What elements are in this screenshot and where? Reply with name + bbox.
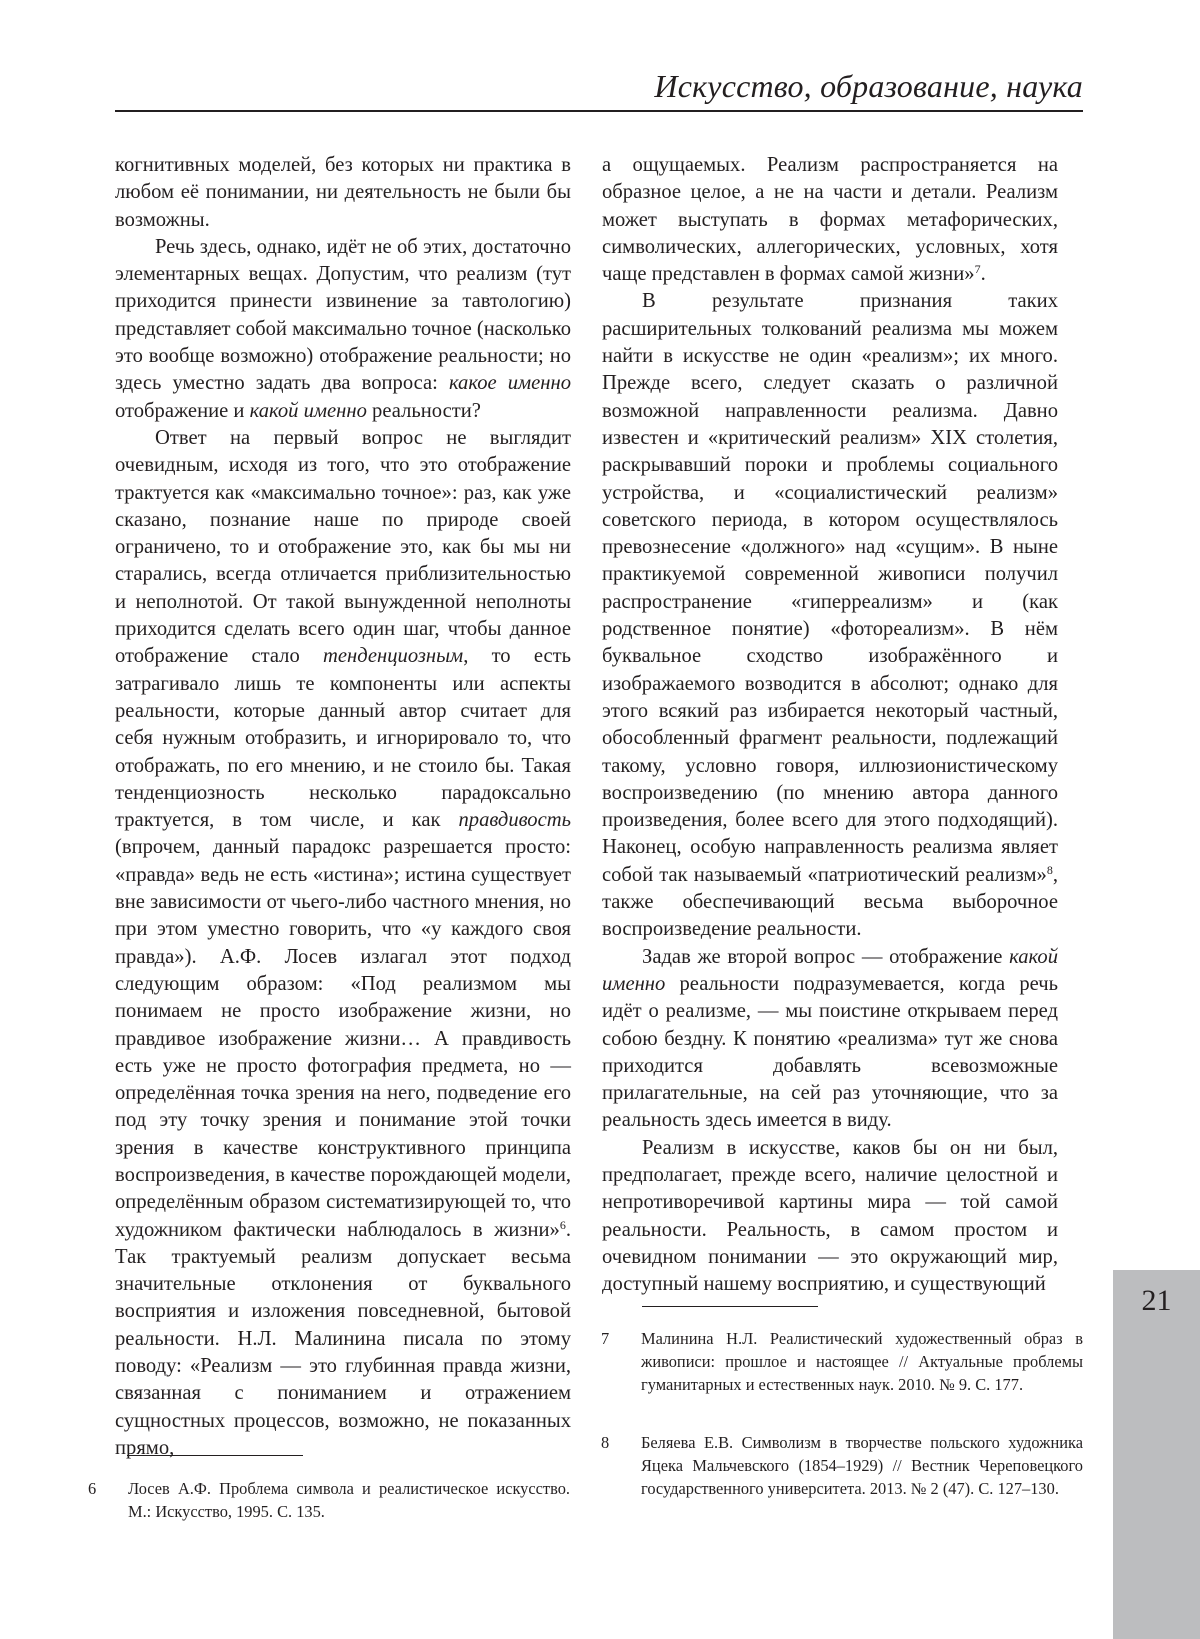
running-head xyxy=(115,60,1083,112)
paragraph: В результате признания таких расширительных толкований реализма мы можем найти в искусстве не один «реализм»; их много. Прежде всего, следует сказать о различной возможной направленности реализма. Давно известен и «критический реализм» XIX столетия, раскрывавший пороки и проблемы социального устройства, и «социалистический реализм» советского периода, в котором осуществлялось превознесение «должного» над «сущим». В ныне практикуемой современной живописи получил распространение «гиперреализм» и (как родственное понятие) «фотореализм». В нём буквальное сходство изображённого и изображаемого возводится в абсолют; однако для этого всякий раз избирается некоторый частный, обособленный фрагмент реальности, подлежащий такому, условно говоря, иллюзионистическому воспроизведению (по мнению автора данного произведения, более всего для этого подходящий). Наконец, особую направленность реализма являет собой так называемый «патриотический реализм»$^8$, также обеспечивающий весьма выборочное воспроизведение реальности. xyxy=(602,290,1058,941)
paragraph: Ответ на первый вопрос не выглядит очевидным, исходя из того, что это отображение трактуется как «максимально точное»: раз, как уже сказано, познание наше по природе своей ограничено, то и отображение это, как бы мы ни старались, всегда отличается приблизительностью и неполнотой. От такой вынужденной неполноты приходится сделать всего один шаг, чтобы данное отображение стало тенденциозным, то есть затрагивало лишь те компоненты или аспекты реальности, которые данный автор считает для себя нужным отобразить, и игнорировало то, что отображать, по его мнению, и не стоило бы. Такая тенденциозность несколько парадоксально трактуется, в том числе, и как правдивость (впрочем, данный парадокс разрешается просто: «правда» ведь не есть «истина»; истина существует вне зависимости от чьего-либо частного мнения, но при этом уместно говорить, что «у каждого своя правда»). А.Ф. Лосев излагал этот подход следующим образом: «Под реализмом мы понимаем не просто изображение жизни, но правдивое изображение жизни… А правдивость есть уже не просто фотография предмета, но — определённая точка зрения на него, подведение его под эту точку зрения и понимание этой точки зрения в качестве конструктивного принципа воспроизведения, в качестве порождающей модели, определённым образом систематизирующей то, что художником фактически наблюдалось в жизни»$^6$. Так трактуемый реализм допускает весьма значительные отклонения от буквального восприятия и изложения повседневной, бытовой реальности. Н.Л. Малинина писала по этому поводу: «Реализм — это глубинная правда жизни, связанная с пониманием и отражением сущностных процессов, возможно, не показанных прямо, xyxy=(115,426,571,1459)
footnote-text: Лосев А.Ф. Проблема символа и реалистическое искусство. М.: Искусство, 1995. С. 135. xyxy=(128,1479,570,1521)
footnote-number: 6 xyxy=(88,1479,97,1498)
running-head-title: Искусство, образование, наука xyxy=(654,68,1083,104)
footnote-number: 7 xyxy=(601,1329,610,1348)
footnote-text: Беляева Е.В. Символизм в творчестве польского художника Яцека Мальчевского (1854–1929) // Вестник Череповецкого государственного университета. 2013. № 2 (47). С. 127–130. xyxy=(641,1433,1083,1498)
page-number-tab xyxy=(1113,1270,1200,1639)
footnote-divider xyxy=(642,1306,818,1307)
paragraph: Речь здесь, однако, идёт не об этих, достаточно элементарных вещах. Допустим, что реализм (тут приходится принести извинение за тавтологию) представляет собой максимально точное (насколько это вообще возможно) отображение реальности; но здесь уместно задать два вопроса: какое именно отображение и какой именно реальности? xyxy=(115,235,571,422)
footnote-text: Малинина Н.Л. Реалистический художественный образ в живописи: прошлое и настоящее // Актуальные проблемы гуманитарных и естественных наук. 2010. № 9. С. 177. xyxy=(641,1329,1083,1394)
footnote-ref-6[interactable]: 6 xyxy=(559,1217,566,1232)
paragraph: когнитивных моделей, без которых ни практика в любом её понимании, ни деятельность не были бы возможны. xyxy=(115,154,571,231)
page-number: 21 xyxy=(1141,1284,1172,1317)
left-column xyxy=(115,152,571,1462)
paragraph: Задав же второй вопрос — отображение какой именно реальности подразумевается, когда речь идёт о реализме, — мы поистине открываем перед собою бездну. К понятию «реализма» тут же снова приходится добавлять всевозможные прилагательные, на сей раз уточняющие, что за реальность здесь имеется в виду. xyxy=(602,945,1058,1132)
footnote-number: 8 xyxy=(601,1433,610,1452)
paragraph: а ощущаемых. Реализм распространяется на образное целое, а не на части и детали. Реализм может выступать в формах метафорических, символических, аллегорических, условных, хотя чаще представлен в формах самой жизни»$^7$. xyxy=(602,154,1058,286)
right-column xyxy=(602,152,1058,1298)
paragraph: Реализм в искусстве, каков бы он ни был, предполагает, прежде всего, наличие целостной и непротиворечивой картины мира — той самой реальности. Реальность, в самом простом и очевидном понимании — это окружающий мир, доступный нашему восприятию, и существующий xyxy=(602,1136,1058,1296)
footnote-divider xyxy=(127,1455,303,1456)
footnote-ref-8[interactable]: 8 xyxy=(1046,862,1053,877)
footnote-ref-7[interactable]: 7 xyxy=(974,262,981,277)
